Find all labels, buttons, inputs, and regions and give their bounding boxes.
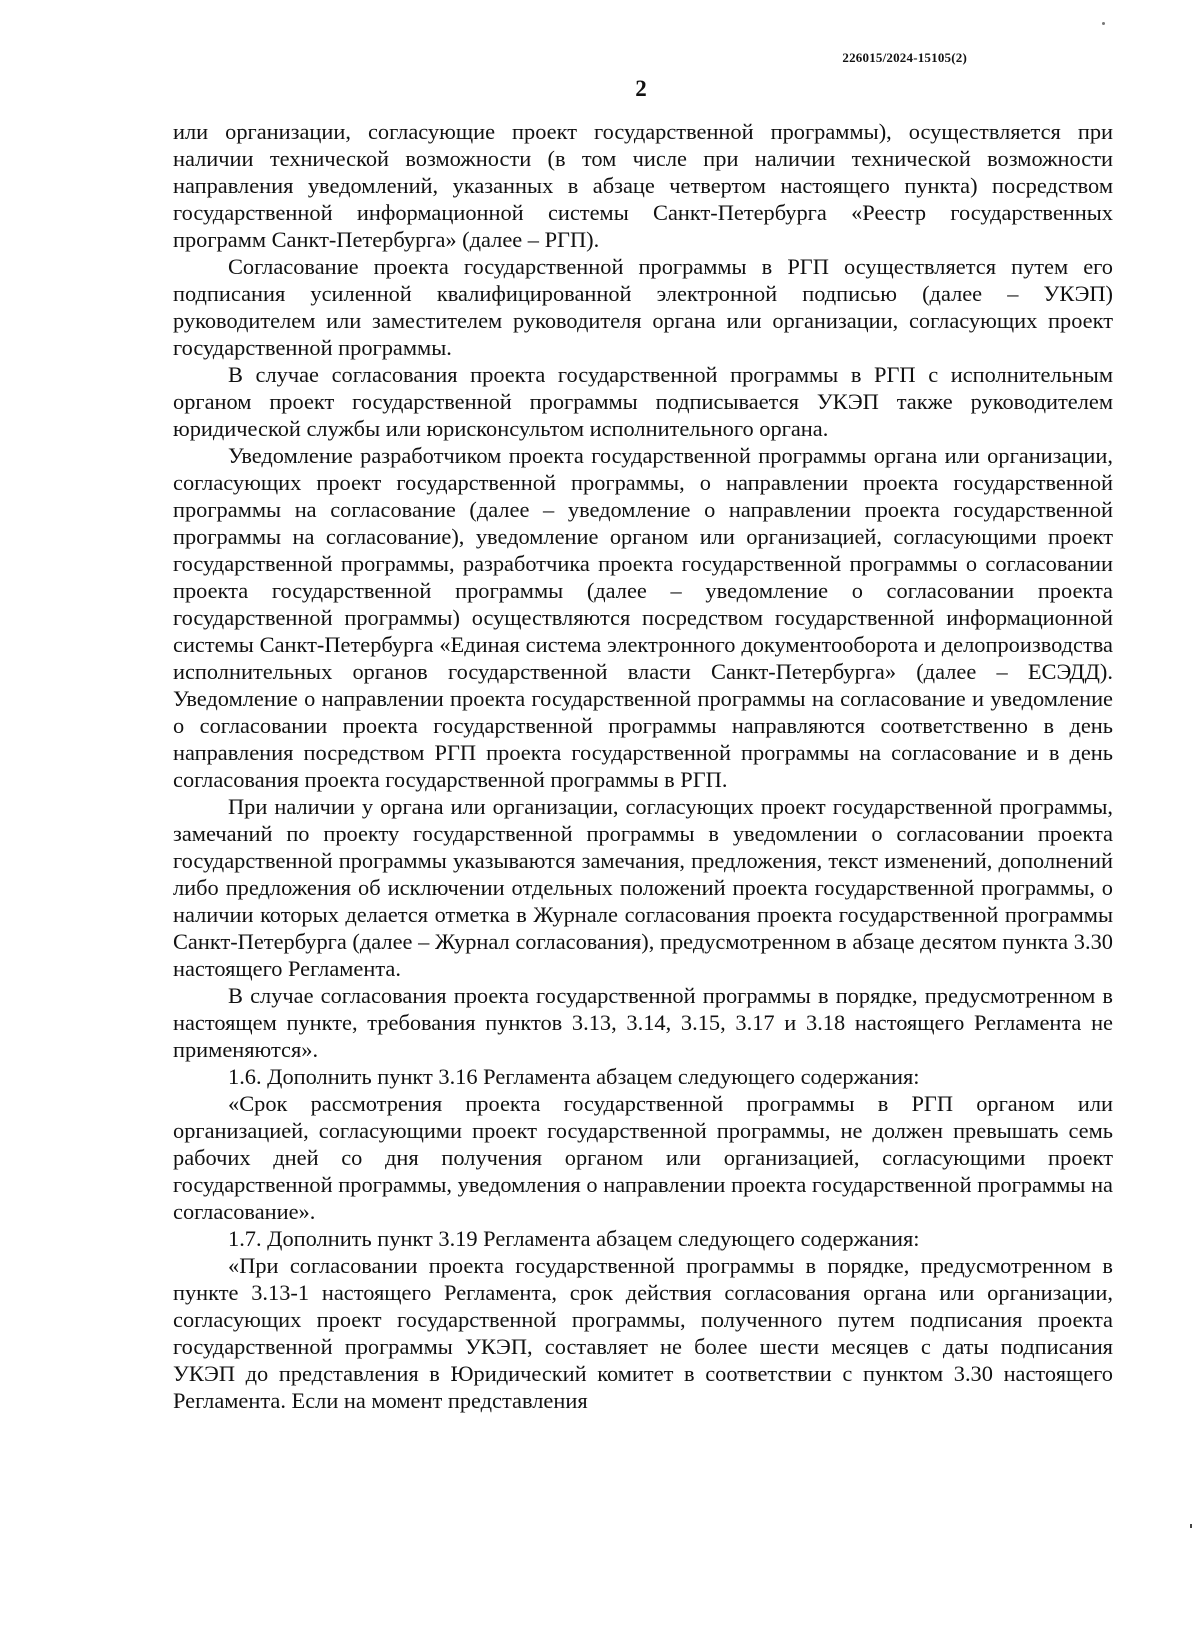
document-registration-number: 226015/2024-15105(2) (842, 50, 967, 65)
paragraph-approval-rgp: Согласование проекта государственной программы в РГП осуществляется путем его подписания усиленной квалифицированной электронной подписью (далее – УКЭП) руководителем или заместителем руководителя органа или организации, согласующих проект государственной программы. (173, 254, 1113, 360)
paragraph-review-term: «Срок рассмотрения проекта государственной программы в РГП органом или организацией, согласующими проект государственной программы, не должен превышать семь рабочих дней со дня получения органом или организацией, согласующими проект государственной программы, уведомления о направлении проекта государственной программы на согласование». (173, 1091, 1113, 1224)
page-number: 2 (635, 76, 647, 101)
clause-1-6: 1.6. Дополнить пункт 3.16 Регламента абзацем следующего содержания: (228, 1064, 920, 1089)
scan-edge-mark (1190, 1524, 1192, 1528)
document-body (173, 118, 1113, 1414)
paragraph-notifications-esedd: Уведомление разработчиком проекта государственной программы органа или организации, согласующих проект государственной программы, о направлении проекта государственной программы на согласование (далее – уведомление о направлении проекта государственной программы на согласование), уведомление органом или организацией, согласующими проект государственной программы, разработчика проекта государственной программы о согласовании проекта государственной программы (далее – уведомление о согласовании проекта государственной программы) осуществляются посредством государственной информационной системы Санкт-Петербурга «Единая система электронного документооборота и делопроизводства исполнительных органов государственной власти Санкт-Петербурга» (далее – ЕСЭДД). Уведомление о направлении проекта государственной программы на согласование и уведомление о согласовании проекта государственной программы направляются соответственно в день направления посредством РГП проекта государственной программы на согласование и в день согласования проекта государственной программы в РГП. (173, 443, 1113, 792)
paragraph-continuation: или организации, согласующие проект государственной программы), осуществляется при наличии технической возможности (в том числе при наличии технической возможности направления уведомлений, указанных в абзаце четвертом настоящего пункта) посредством государственной информационной системы Санкт-Петербурга «Реестр государственных программ Санкт-Петербурга» (далее – РГП). (173, 119, 1113, 252)
paragraph-remarks: При наличии у органа или организации, согласующих проект государственной программы, замечаний по проекту государственной программы в уведомлении о согласовании проекта государственной программы указываются замечания, предложения, текст изменений, дополнений либо предложения об исключении отдельных положений проекта государственной программы, о наличии которых делается отметка в Журнале согласования проекта государственной программы Санкт-Петербурга (далее – Журнал согласования), предусмотренном в абзаце десятом пункта 3.30 настоящего Регламента. (173, 794, 1113, 981)
paragraph-requirements-not-applied: В случае согласования проекта государственной программы в порядке, предусмотренном в настоящем пункте, требования пунктов 3.13, 3.14, 3.15, 3.17 и 3.18 настоящего Регламента не применяются». (173, 983, 1113, 1062)
clause-1-7: 1.7. Дополнить пункт 3.19 Регламента абзацем следующего содержания: (228, 1226, 920, 1251)
scan-mark (1102, 22, 1105, 25)
paragraph-approval-validity: «При согласовании проекта государственной программы в порядке, предусмотренном в пункте 3.13-1 настоящего Регламента, срок действия согласования органа или организации, согласующих проект государственной программы, полученного путем подписания проекта государственной программы УКЭП, составляет не более шести месяцев с даты подписания УКЭП до представления в Юридический комитет в соответствии с пунктом 3.30 настоящего Регламента. Если на момент представления (173, 1253, 1113, 1413)
paragraph-legal-service-signature: В случае согласования проекта государственной программы в РГП с исполнительным органом проект государственной программы подписывается УКЭП также руководителем юридической службы или юрисконсультом исполнительного органа. (173, 362, 1113, 441)
